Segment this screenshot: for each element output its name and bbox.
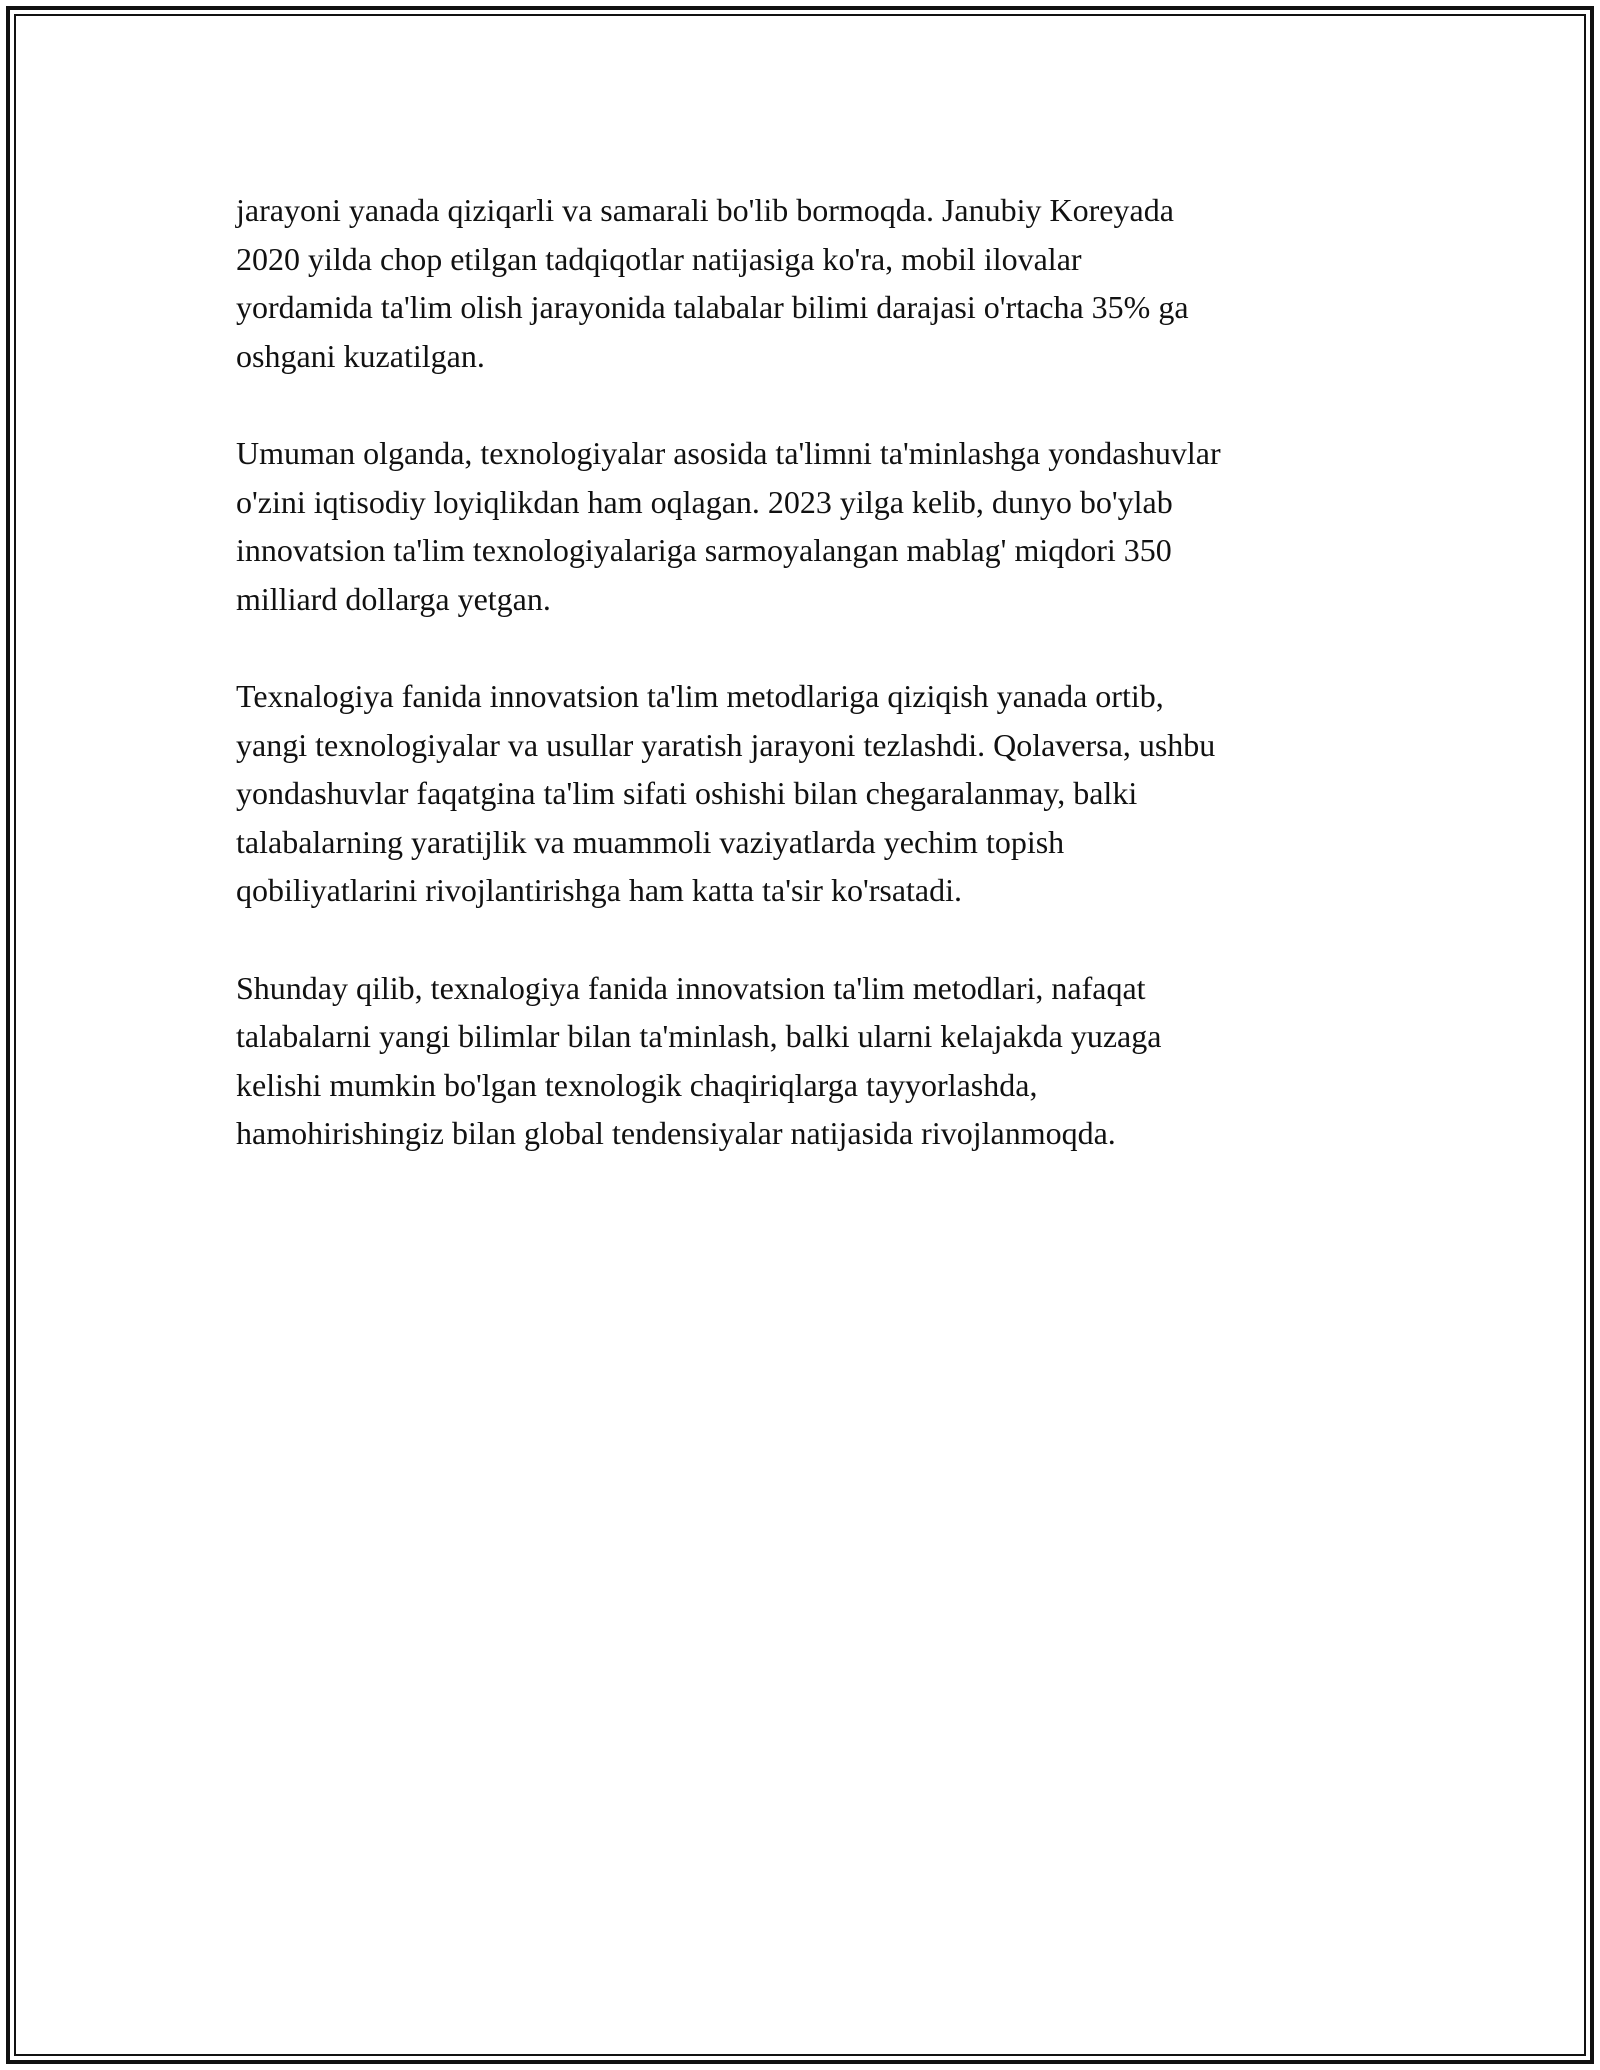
text-line: yangi texnologiyalar va usullar yaratish jarayoni tezlashdi. Qolaversa, ushbu xyxy=(236,726,1216,763)
text-line: jarayoni yanada qiziqarli va samarali bo'lib bormoqda. Janubiy Koreyada xyxy=(236,192,1174,228)
text-line: o'zini iqtisodiy loyiqlikdan ham oqlagan. 2023 yilga kelib, dunyo bo'ylab xyxy=(236,483,1173,520)
text-line: oshgani kuzatilgan. xyxy=(236,337,485,374)
text-line: Texnalogiya fanida innovatsion ta'lim metodlariga qiziqish yanada ortib, xyxy=(236,678,1164,714)
paragraph-4 xyxy=(236,964,1376,1158)
text-line: milliard dollarga yetgan. xyxy=(236,580,551,617)
text-line: talabalarni yangi bilimlar bilan ta'minlash, balki ularni kelajakda yuzaga xyxy=(236,1018,1162,1054)
text-line: yondashuvlar faqatgina ta'lim sifati oshishi bilan chegaralanmay, balki xyxy=(236,775,1138,811)
text-line: Shunday qilib, texnalogiya fanida innovatsion ta'lim metodlari, nafaqat xyxy=(236,969,1146,1006)
text-line: yordamida ta'lim olish jarayonida talabalar bilimi darajasi o'rtacha 35% ga xyxy=(236,289,1189,325)
text-line: hamohirishingiz bilan global tendensiyalar natijasida rivojlanmoqda. xyxy=(236,1115,1116,1151)
paragraph-2 xyxy=(236,429,1376,623)
document-body xyxy=(236,186,1376,1207)
text-line: qobiliyatlarini rivojlantirishga ham katta ta'sir ko'rsatadi. xyxy=(236,872,963,908)
paragraph-3 xyxy=(236,672,1376,915)
text-line: 2020 yilda chop etilgan tadqiqotlar natijasiga ko'ra, mobil ilovalar xyxy=(236,240,1082,277)
paragraph-1 xyxy=(236,186,1376,380)
text-line: kelishi mumkin bo'lgan texnologik chaqiriqlarga tayyorlashda, xyxy=(236,1066,1038,1103)
text-line: Umuman olganda, texnologiyalar asosida ta'limni ta'minlashga yondashuvlar xyxy=(236,435,1221,471)
text-line: talabalarning yaratijlik va muammoli vaziyatlarda yechim topish xyxy=(236,823,1065,860)
text-line: innovatsion ta'lim texnologiyalariga sarmoyalangan mablag' miqdori 350 xyxy=(236,532,1172,568)
